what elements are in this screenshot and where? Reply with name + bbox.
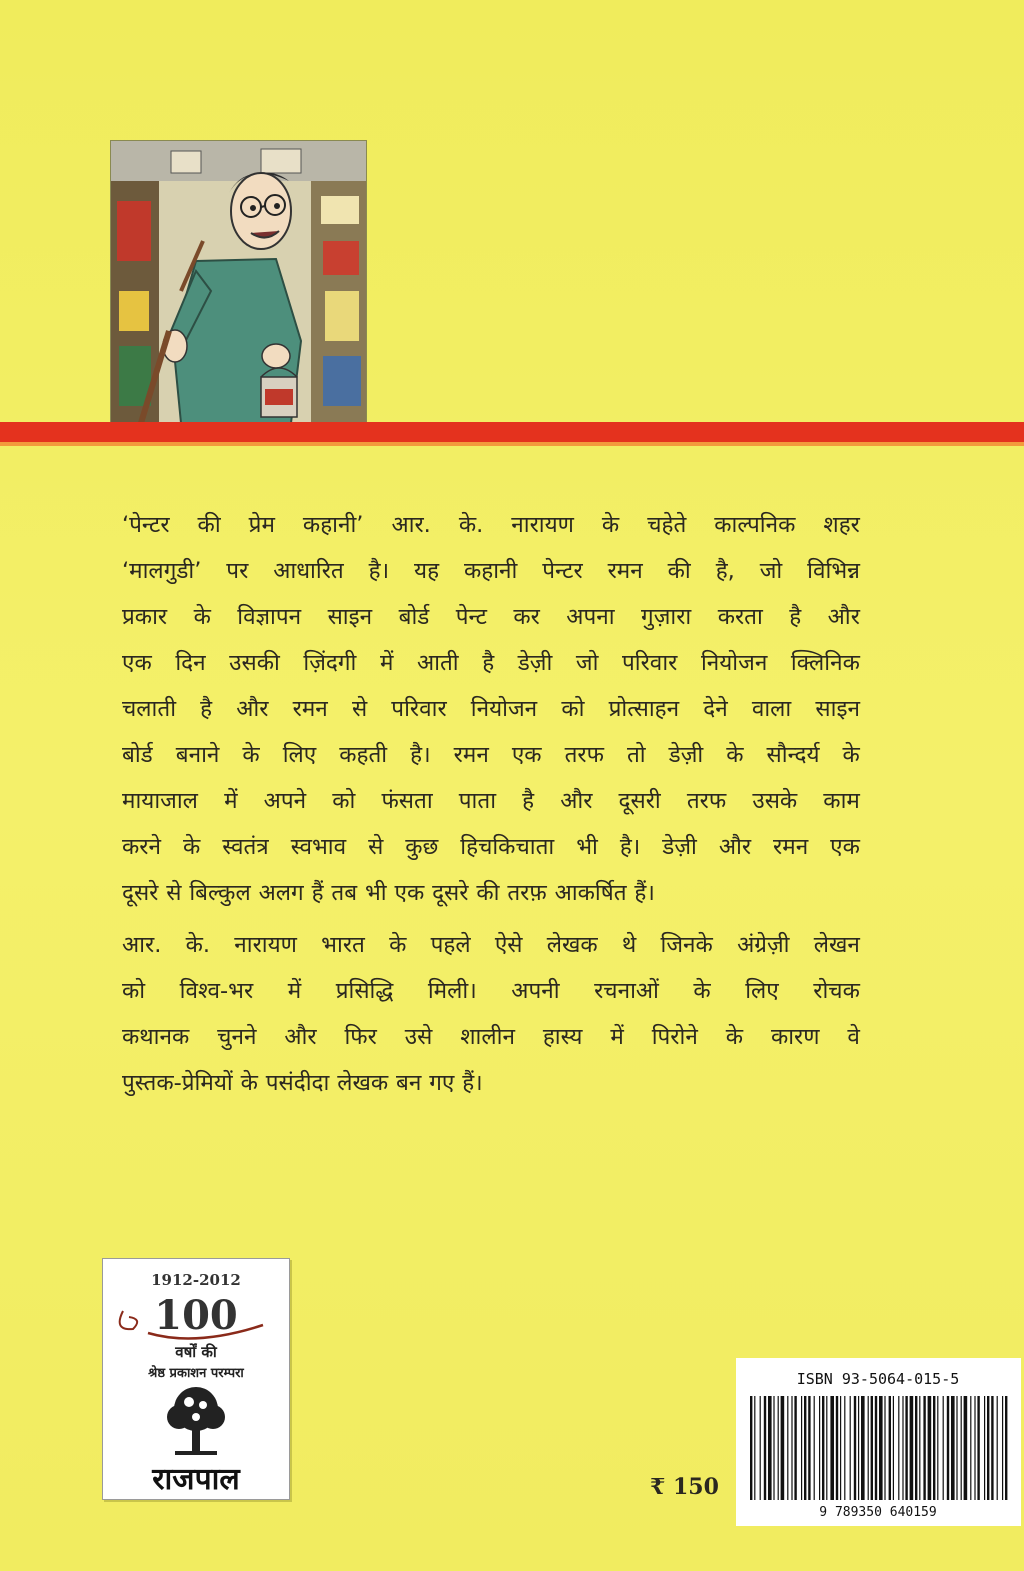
blurb-word: के xyxy=(182,834,201,860)
blurb-word: प्रोत्साहन xyxy=(608,696,680,722)
barcode-bar xyxy=(794,1396,796,1500)
blurb-word: के xyxy=(193,604,211,630)
blurb-word: और xyxy=(560,788,593,814)
blurb-word: अपना xyxy=(566,604,615,630)
blurb-word: एक xyxy=(122,650,152,676)
barcode-bar xyxy=(804,1396,806,1500)
blurb-word: कर xyxy=(513,604,540,630)
blurb-word: स्वतंत्र xyxy=(222,834,269,860)
barcode-bar xyxy=(768,1396,772,1500)
blurb-line xyxy=(122,778,860,824)
barcode-digits: 9 789350 640159 xyxy=(819,1505,937,1520)
blurb-line xyxy=(122,732,860,778)
blurb-word: पाता xyxy=(458,788,497,814)
barcode-bar xyxy=(893,1396,894,1500)
blurb-word: बन xyxy=(396,1070,422,1096)
barcode-bar xyxy=(879,1396,883,1500)
barcode-bar xyxy=(773,1396,774,1500)
blurb-word: मिली। xyxy=(427,978,477,1004)
blurb-word: तरफ xyxy=(564,742,604,768)
blurb-word: देने xyxy=(703,696,728,722)
blurb-word: आधारित xyxy=(273,558,344,584)
cover-illustration xyxy=(110,140,367,424)
blurb-word: है xyxy=(200,696,213,722)
blurb-word: उसे xyxy=(404,1024,433,1050)
badge-line-2: श्रेष्ठ प्रकाशन परम्परा xyxy=(148,1366,244,1381)
blurb-word: की xyxy=(476,880,500,906)
barcode-bar xyxy=(910,1396,914,1500)
blurb-word: आर. xyxy=(122,932,162,958)
barcode-bar xyxy=(871,1396,873,1500)
blurb-word: पुस्तक-प्रेमियों xyxy=(122,1070,233,1096)
blurb-word: रमन xyxy=(607,558,643,584)
barcode-bar xyxy=(754,1396,755,1500)
blurb-word: वाला xyxy=(751,696,792,722)
blurb-word: नारायण xyxy=(511,512,574,538)
blurb-word: जो xyxy=(575,650,599,676)
blurb-word: चहेते xyxy=(647,512,687,538)
blurb-word: के. xyxy=(185,932,211,958)
blurb-word: आर. xyxy=(391,512,431,538)
blurb-word: दूसरे xyxy=(122,880,159,906)
blurb-word: और xyxy=(284,1024,317,1050)
blurb-word: है। xyxy=(368,558,390,584)
barcode-bar xyxy=(764,1396,766,1500)
blurb-word: प्रसिद्धि xyxy=(335,978,394,1004)
blurb-word: पिरोने xyxy=(651,1024,698,1050)
blurb-word: रोचक xyxy=(813,978,860,1004)
badge-number: 100 xyxy=(154,1292,238,1339)
blurb-word: डेज़ी xyxy=(668,742,704,768)
blurb-word: वे xyxy=(847,1024,860,1050)
blurb-word: रमन xyxy=(292,696,328,722)
tree-logo-icon xyxy=(167,1387,225,1455)
blurb-word: है xyxy=(522,788,535,814)
publisher-badge xyxy=(102,1258,290,1500)
blurb-word: अपने xyxy=(263,788,307,814)
blurb-word: से xyxy=(368,834,384,860)
blurb-word: लिए xyxy=(282,742,317,768)
barcode-bars xyxy=(750,1396,1007,1500)
red-stripe-edge xyxy=(0,442,1024,446)
blurb-word: सौन्दर्य xyxy=(766,742,820,768)
blurb-word: ऐसे xyxy=(494,932,523,958)
red-stripe xyxy=(0,422,1024,442)
blurb-word: को xyxy=(122,978,146,1004)
blurb-word: फिर xyxy=(344,1024,377,1050)
blurb-word: ज़िंदगी xyxy=(303,650,357,676)
blurb-word: से xyxy=(166,880,182,906)
blurb-word: है xyxy=(789,604,802,630)
blurb-word: है xyxy=(482,650,495,676)
blurb-line xyxy=(122,502,860,548)
barcode-bar xyxy=(854,1396,856,1500)
blurb-word: बनाने xyxy=(175,742,220,768)
blurb-word: करता xyxy=(717,604,763,630)
barcode-bar xyxy=(814,1396,815,1500)
badge-line-1: वर्षों की xyxy=(175,1343,217,1361)
blurb-word: के xyxy=(240,1070,258,1096)
blurb-word: दूसरे xyxy=(432,880,469,906)
blurb-word: है। xyxy=(619,834,641,860)
blurb-word: दूसरी xyxy=(618,788,661,814)
blurb-word: है। xyxy=(410,742,431,768)
blurb-word: नारायण xyxy=(234,932,297,958)
blurb-word: लिए xyxy=(745,978,779,1004)
blurb-word: हैं xyxy=(311,880,324,906)
blurb-text xyxy=(122,502,860,1106)
barcode-bar xyxy=(898,1396,899,1500)
blurb-word: बोर्ड xyxy=(122,742,153,768)
barcode-bar xyxy=(760,1396,761,1500)
blurb-word: पर xyxy=(226,558,249,584)
blurb-word: के xyxy=(726,742,744,768)
blurb-word: यह xyxy=(414,558,440,584)
blurb-word: नियोजन xyxy=(470,696,538,722)
barcode-bar xyxy=(822,1396,824,1500)
blurb-word: के xyxy=(693,978,711,1004)
barcode-bar xyxy=(750,1396,752,1500)
blurb-word: गए xyxy=(429,1070,455,1096)
barcode-bar xyxy=(861,1396,865,1500)
blurb-word: लेखन xyxy=(813,932,860,958)
blurb-word: के xyxy=(389,932,407,958)
blurb-word: प्रकार xyxy=(122,604,168,630)
blurb-word: पेन्टर xyxy=(542,558,583,584)
blurb-word: रचनाओं xyxy=(594,978,659,1004)
blurb-paragraph-2 xyxy=(122,922,860,1106)
blurb-word: आकर्षित xyxy=(554,880,627,906)
barcode-bar xyxy=(884,1396,885,1500)
barcode-bar xyxy=(977,1396,979,1500)
blurb-word: थे xyxy=(621,932,637,958)
blurb-word: परिवार xyxy=(622,650,678,676)
blurb-word: चलाती xyxy=(122,696,177,722)
barcode-bar xyxy=(928,1396,932,1500)
blurb-word: पसंदीदा xyxy=(265,1070,330,1096)
blurb-word: विभिन्न xyxy=(807,558,860,584)
badge-years: 1912-2012 xyxy=(151,1271,241,1289)
blurb-word: काल्पनिक xyxy=(714,512,796,538)
blurb-word: अंग्रेज़ी xyxy=(737,932,790,958)
blurb-word: और xyxy=(718,834,752,860)
blurb-word: उसके xyxy=(752,788,798,814)
barcode-bar xyxy=(984,1396,985,1500)
blurb-word: विज्ञापन xyxy=(237,604,302,630)
blurb-word: तो xyxy=(626,742,646,768)
blurb-word: और xyxy=(827,604,860,630)
blurb-word: अपनी xyxy=(511,978,560,1004)
blurb-word: डेज़ी xyxy=(662,834,697,860)
blurb-word: को xyxy=(332,788,356,814)
blurb-paragraph-1 xyxy=(122,502,860,916)
barcode-bar xyxy=(933,1396,935,1500)
blurb-word: स्वभाव xyxy=(290,834,347,860)
blurb-word: भारत xyxy=(321,932,365,958)
blurb-line xyxy=(122,824,860,870)
blurb-word: और xyxy=(236,696,269,722)
blurb-word: में xyxy=(224,788,238,814)
blurb-word: तब xyxy=(331,880,358,906)
blurb-word: हास्य xyxy=(542,1024,583,1050)
blurb-word: एक xyxy=(511,742,542,768)
blurb-word: तरफ xyxy=(686,788,727,814)
blurb-word: है, xyxy=(715,558,735,584)
barcode-bar xyxy=(987,1396,989,1500)
barcode-bar xyxy=(819,1396,820,1500)
barcode-bar xyxy=(781,1396,785,1500)
blurb-word: फंसता xyxy=(381,788,433,814)
blurb-word: दिन xyxy=(175,650,206,676)
blurb-word: परिवार xyxy=(391,696,447,722)
price: ₹ 150 xyxy=(650,1474,719,1500)
barcode-bar xyxy=(943,1396,944,1500)
barcode-bar xyxy=(919,1396,920,1500)
blurb-line xyxy=(122,968,860,1014)
blurb-word: करने xyxy=(122,834,161,860)
blurb-line xyxy=(122,1014,860,1060)
barcode-bar xyxy=(997,1396,998,1500)
barcode-bar xyxy=(801,1396,802,1500)
barcode-bar xyxy=(844,1396,845,1500)
blurb-word: साइन xyxy=(327,604,373,630)
blurb-word: डेज़ी xyxy=(517,650,553,676)
barcode-bar xyxy=(836,1396,838,1500)
barcode-bar xyxy=(951,1396,955,1500)
blurb-word: बिल्कुल xyxy=(189,880,251,906)
blurb-word: गुज़ारा xyxy=(641,604,692,630)
isbn-label: ISBN 93-5064-015-5 xyxy=(796,1370,960,1388)
barcode-bar xyxy=(868,1396,869,1500)
publisher-name: राजपाल xyxy=(152,1462,240,1497)
blurb-line xyxy=(122,922,860,968)
barcode-bar xyxy=(923,1396,925,1500)
barcode-bar xyxy=(875,1396,877,1500)
blurb-word: मायाजाल xyxy=(122,788,198,814)
blurb-word: कहानी xyxy=(463,558,518,584)
blurb-word: में xyxy=(287,978,302,1004)
barcode-bar xyxy=(1005,1396,1007,1500)
barcode-bar xyxy=(808,1396,810,1500)
blurb-word: लेखक xyxy=(546,932,598,958)
barcode-bar xyxy=(1002,1396,1003,1500)
barcode-bar xyxy=(937,1396,938,1500)
blurb-line xyxy=(122,686,860,732)
blurb-word: की xyxy=(197,512,221,538)
blurb-word: बोर्ड xyxy=(398,604,430,630)
blurb-word: विश्व-भर xyxy=(179,978,254,1004)
blurb-word: प्रेम xyxy=(248,512,275,538)
barcode-bar xyxy=(902,1396,903,1500)
barcode-bar xyxy=(840,1396,841,1500)
blurb-word: चुनने xyxy=(217,1024,257,1050)
blurb-word: जिनके xyxy=(660,932,713,958)
blurb-word: कारण xyxy=(770,1024,820,1050)
barcode-bar xyxy=(830,1396,834,1500)
blurb-word: उसकी xyxy=(229,650,280,676)
blurb-word: कथानक xyxy=(122,1024,190,1050)
barcode-bar xyxy=(961,1396,962,1500)
blurb-word: को xyxy=(561,696,585,722)
barcode-bar xyxy=(991,1396,993,1500)
blurb-word: के xyxy=(242,742,260,768)
blurb-word: एक xyxy=(394,880,425,906)
barcode-bar xyxy=(850,1396,851,1500)
barcode-bar xyxy=(970,1396,971,1500)
barcode xyxy=(736,1358,1021,1526)
blurb-word: एक xyxy=(830,834,860,860)
blurb-word: शालीन xyxy=(460,1024,515,1050)
blurb-word: भी xyxy=(576,834,598,860)
barcode-bar xyxy=(964,1396,968,1500)
blurb-word: जो xyxy=(759,558,783,584)
blurb-word: क्लिनिक xyxy=(790,650,860,676)
blurb-line xyxy=(122,640,860,686)
barcode-bar xyxy=(791,1396,792,1500)
blurb-word: में xyxy=(379,650,394,676)
blurb-word: काम xyxy=(823,788,860,814)
barcode-bar xyxy=(889,1396,891,1500)
blurb-word: के xyxy=(601,512,620,538)
barcode-bar xyxy=(905,1396,907,1500)
blurb-word: कुछ xyxy=(405,834,439,860)
barcode-bar xyxy=(915,1396,917,1500)
blurb-word: रमन xyxy=(453,742,489,768)
blurb-word: अलग xyxy=(258,880,304,906)
blurb-word: ‘मालगुडी’ xyxy=(122,558,202,584)
blurb-word: से xyxy=(351,696,368,722)
blurb-word: की xyxy=(667,558,691,584)
blurb-word: हिचकिचाता xyxy=(460,834,555,860)
blurb-word: रमन xyxy=(773,834,809,860)
blurb-word: शहर xyxy=(823,512,860,538)
blurb-word: के. xyxy=(458,512,484,538)
blurb-word: के xyxy=(725,1024,744,1050)
blurb-line xyxy=(122,870,860,916)
blurb-word: तरफ़ xyxy=(507,880,547,906)
blurb-word: के xyxy=(842,742,860,768)
blurb-line xyxy=(122,548,860,594)
blurb-word: नियोजन xyxy=(700,650,768,676)
blurb-word: साइन xyxy=(815,696,860,722)
blurb-word: भी xyxy=(364,880,387,906)
blurb-word: पेन्ट xyxy=(455,604,487,630)
blurb-word: में xyxy=(610,1024,624,1050)
blurb-word: हैं। xyxy=(462,1070,483,1096)
barcode-bar xyxy=(778,1396,779,1500)
blurb-word: ‘पेन्टर xyxy=(122,512,170,538)
barcode-bar xyxy=(826,1396,827,1500)
barcode-bar xyxy=(974,1396,975,1500)
blurb-word: कहानी’ xyxy=(302,512,364,538)
blurb-line xyxy=(122,1060,860,1106)
blurb-line xyxy=(122,594,860,640)
blurb-word: लेखक xyxy=(337,1070,389,1096)
blurb-word: हैं। xyxy=(634,880,655,906)
barcode-bar xyxy=(858,1396,859,1500)
blurb-word: कहती xyxy=(339,742,388,768)
blurb-word: आती xyxy=(416,650,459,676)
barcode-bar xyxy=(956,1396,957,1500)
barcode-bar xyxy=(947,1396,949,1500)
barcode-bar xyxy=(787,1396,788,1500)
blurb-word: पहले xyxy=(430,932,471,958)
